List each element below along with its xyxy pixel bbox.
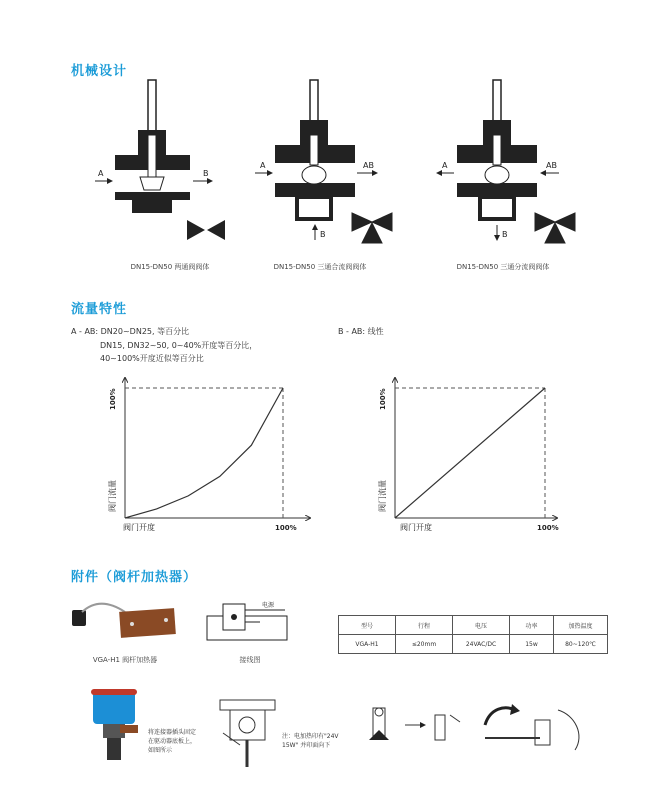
flow-note-left-3: 40~100%开度近似等百分比 bbox=[100, 354, 204, 363]
table-cell: 24VAC/DC bbox=[453, 635, 510, 654]
flow-chart-equal-percentage bbox=[95, 370, 325, 540]
chart1-series-line bbox=[125, 388, 283, 518]
heater-caption: VGA-H1 阀杆加热器 bbox=[92, 656, 158, 664]
v2-port-left: A bbox=[260, 161, 266, 170]
chart2-x-tick: 100% bbox=[537, 524, 559, 532]
install-note-1-line: 在驱动器底板上， bbox=[148, 738, 197, 745]
actuator-image bbox=[85, 685, 145, 765]
chart2-xlabel: 阀门开度 bbox=[400, 523, 432, 532]
mounting-sketch-image bbox=[215, 695, 280, 770]
section-title-flow: 流量特性 bbox=[71, 302, 128, 317]
valve-caption-1: DN15-DN50 两通阀阀体 bbox=[130, 263, 210, 271]
spec-table-header-row bbox=[339, 616, 608, 635]
spec-table-row bbox=[339, 635, 608, 654]
install-note-1-line: 将连接器插头固定 bbox=[148, 729, 197, 736]
chart2-series-line bbox=[395, 388, 545, 518]
chart1-x-tick: 100% bbox=[275, 524, 297, 532]
install-note-2 bbox=[282, 732, 339, 750]
wiring-caption: 接线图 bbox=[239, 656, 261, 664]
section-title-accessory: 附件（阀杆加热器） bbox=[71, 570, 198, 585]
v1-port-right: B bbox=[203, 169, 209, 178]
flow-note-left-2: DN15, DN32~50, 0~40%开度等百分比， bbox=[100, 341, 258, 350]
v3-port-right: AB bbox=[546, 161, 557, 170]
table-cell: 15w bbox=[510, 635, 554, 654]
install-note-2-line: 注：电加热印有"24V bbox=[282, 733, 339, 740]
v1-port-left: A bbox=[98, 169, 104, 178]
flow-chart-linear bbox=[365, 370, 595, 540]
two-way-valve-symbol-icon bbox=[187, 220, 225, 240]
table-cell: 80~120℃ bbox=[554, 635, 608, 654]
table-header-cell: 型号 bbox=[339, 616, 396, 635]
valve-diagrams bbox=[60, 75, 620, 270]
heater-clip-sketch-image bbox=[365, 700, 470, 755]
v3-port-bottom: B bbox=[502, 230, 508, 239]
table-cell: ≤20mm bbox=[396, 635, 453, 654]
v2-port-right: AB bbox=[363, 161, 374, 170]
table-header-cell: 行程 bbox=[396, 616, 453, 635]
table-header-cell: 功率 bbox=[510, 616, 554, 635]
two-way-valve-diagram bbox=[95, 80, 225, 240]
table-header-cell: 加热温度 bbox=[554, 616, 608, 635]
valve-caption-3: DN15-DN50 三通分流阀阀体 bbox=[456, 263, 550, 271]
flow-note-left-1: A - AB: DN20~DN25, 等百分比 bbox=[71, 327, 190, 336]
install-note-2-line: 15W" 并印面向下 bbox=[282, 742, 331, 749]
install-note-1 bbox=[148, 728, 196, 755]
table-cell: VGA-H1 bbox=[339, 635, 396, 654]
three-way-valve-symbol-icon bbox=[352, 213, 392, 243]
spec-table bbox=[338, 615, 608, 654]
heater-image bbox=[70, 600, 180, 650]
heater-install-sketch-image bbox=[480, 700, 590, 755]
chart1-xlabel: 阀门开度 bbox=[123, 523, 155, 532]
chart2-y-tick: 100% bbox=[379, 388, 387, 410]
v3-port-left: A bbox=[442, 161, 448, 170]
flow-note-right-1: B - AB: 线性 bbox=[338, 327, 384, 336]
valve-caption-2: DN15-DN50 三通合流阀阀体 bbox=[273, 263, 367, 271]
chart2-ylabel: 阀门流量 bbox=[378, 480, 387, 512]
chart1-ylabel: 阀门流量 bbox=[108, 480, 117, 512]
wiring-diagram bbox=[205, 598, 295, 648]
v2-port-bottom: B bbox=[320, 230, 326, 239]
section-title-mechanical: 机械设计 bbox=[71, 64, 128, 79]
three-way-valve-symbol-2-icon bbox=[535, 213, 575, 243]
spec-table-wrap bbox=[338, 615, 608, 654]
chart1-y-tick: 100% bbox=[109, 388, 117, 410]
install-note-1-line: 如图所示 bbox=[148, 747, 173, 754]
table-header-cell: 电压 bbox=[453, 616, 510, 635]
wiring-power-label: 电源 bbox=[262, 602, 275, 609]
